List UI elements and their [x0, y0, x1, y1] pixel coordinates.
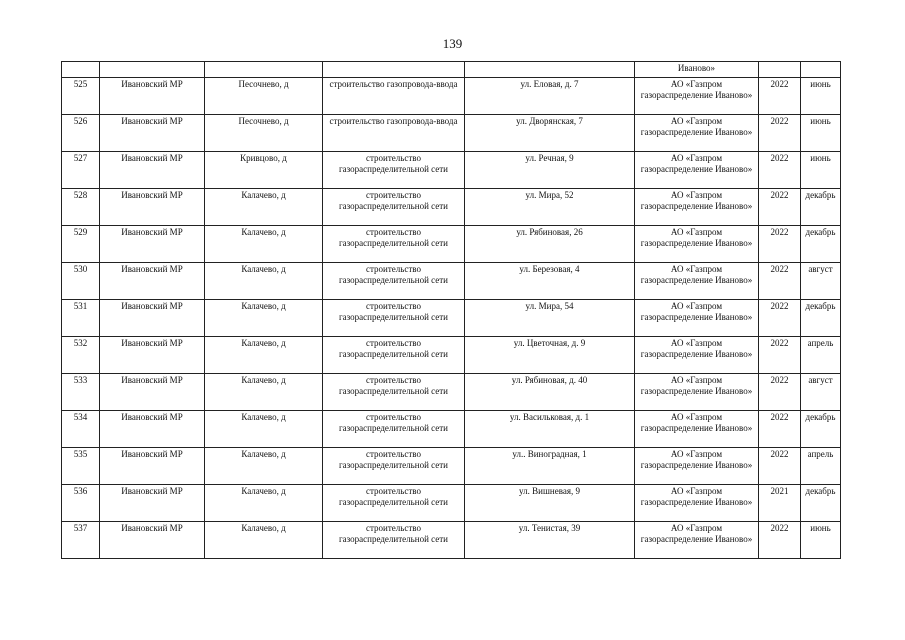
table-row [62, 115, 841, 152]
table-row [62, 485, 841, 522]
cell-settlement: Калачево, д [205, 300, 323, 337]
cell-settlement [205, 62, 323, 78]
cell-org: АО «Газпром газораспределение Иваново» [635, 337, 759, 374]
cell-num: 534 [62, 411, 100, 448]
cell-org: АО «Газпром газораспределение Иваново» [635, 448, 759, 485]
cell-org: АО «Газпром газораспределение Иваново» [635, 263, 759, 300]
cell-address: ул. Еловая, д. 7 [465, 78, 635, 115]
cell-work [323, 62, 465, 78]
cell-work: строительство газораспределительной сети [323, 300, 465, 337]
cell-work: строительство газораспределительной сети [323, 448, 465, 485]
cell-settlement: Калачево, д [205, 448, 323, 485]
table-row [62, 152, 841, 189]
cell-address: ул.. Виноградная, 1 [465, 448, 635, 485]
cell-num: 537 [62, 522, 100, 559]
cell-year [759, 62, 801, 78]
cell-settlement: Песочнево, д [205, 78, 323, 115]
table-row [62, 337, 841, 374]
cell-year: 2022 [759, 411, 801, 448]
cell-year: 2022 [759, 78, 801, 115]
cell-work: строительство газораспределительной сети [323, 411, 465, 448]
cell-address: ул. Тенистая, 39 [465, 522, 635, 559]
cell-org: АО «Газпром газораспределение Иваново» [635, 226, 759, 263]
cell-settlement: Калачево, д [205, 189, 323, 226]
cell-address: ул. Рябиновая, 26 [465, 226, 635, 263]
cell-work: строительство газораспределительной сети [323, 485, 465, 522]
cell-address: ул. Цветочная, д. 9 [465, 337, 635, 374]
cell-num: 527 [62, 152, 100, 189]
cell-district: Ивановский МР [100, 263, 205, 300]
cell-year: 2022 [759, 300, 801, 337]
table-row [62, 300, 841, 337]
cell-org: АО «Газпром газораспределение Иваново» [635, 522, 759, 559]
cell-year: 2022 [759, 152, 801, 189]
cell-month: декабрь [801, 300, 841, 337]
cell-num: 532 [62, 337, 100, 374]
cell-settlement: Песочнево, д [205, 115, 323, 152]
cell-month: июнь [801, 152, 841, 189]
cell-district: Ивановский МР [100, 485, 205, 522]
cell-settlement: Калачево, д [205, 485, 323, 522]
cell-month: август [801, 374, 841, 411]
cell-num: 530 [62, 263, 100, 300]
cell-year: 2022 [759, 374, 801, 411]
cell-month: декабрь [801, 226, 841, 263]
cell-org: АО «Газпром газораспределение Иваново» [635, 152, 759, 189]
cell-address: ул. Вишневая, 9 [465, 485, 635, 522]
cell-year: 2022 [759, 522, 801, 559]
cell-org: АО «Газпром газораспределение Иваново» [635, 374, 759, 411]
cell-num [62, 62, 100, 78]
table-row [62, 189, 841, 226]
cell-month [801, 62, 841, 78]
table-row [62, 374, 841, 411]
table-row [62, 411, 841, 448]
cell-work: строительство газораспределительной сети [323, 226, 465, 263]
cell-num: 528 [62, 189, 100, 226]
cell-org: Иваново» [635, 62, 759, 78]
cell-num: 536 [62, 485, 100, 522]
cell-district: Ивановский МР [100, 78, 205, 115]
table-row [62, 522, 841, 559]
cell-org: АО «Газпром газораспределение Иваново» [635, 300, 759, 337]
cell-district: Ивановский МР [100, 448, 205, 485]
cell-work: строительство газопровода-ввода [323, 115, 465, 152]
cell-month: апрель [801, 337, 841, 374]
cell-settlement: Калачево, д [205, 337, 323, 374]
cell-district: Ивановский МР [100, 522, 205, 559]
cell-org: АО «Газпром газораспределение Иваново» [635, 189, 759, 226]
cell-month: апрель [801, 448, 841, 485]
page-number: 139 [442, 36, 463, 51]
cell-district: Ивановский МР [100, 337, 205, 374]
cell-month: декабрь [801, 411, 841, 448]
cell-work: строительство газораспределительной сети [323, 522, 465, 559]
cell-address: ул. Рябиновая, д. 40 [465, 374, 635, 411]
cell-org: АО «Газпром газораспределение Иваново» [635, 115, 759, 152]
cell-settlement: Калачево, д [205, 522, 323, 559]
cell-work: строительство газораспределительной сети [323, 152, 465, 189]
cell-year: 2022 [759, 189, 801, 226]
cell-num: 531 [62, 300, 100, 337]
cell-address: ул. Речная, 9 [465, 152, 635, 189]
cell-work: строительство газораспределительной сети [323, 337, 465, 374]
table-row [62, 263, 841, 300]
cell-district: Ивановский МР [100, 300, 205, 337]
cell-org: АО «Газпром газораспределение Иваново» [635, 485, 759, 522]
cell-work: строительство газораспределительной сети [323, 263, 465, 300]
cell-org: АО «Газпром газораспределение Иваново» [635, 78, 759, 115]
table-row [62, 448, 841, 485]
cell-district: Ивановский МР [100, 115, 205, 152]
cell-district: Ивановский МР [100, 226, 205, 263]
cell-district [100, 62, 205, 78]
cell-address: ул. Дворянская, 7 [465, 115, 635, 152]
cell-work: строительство газопровода-ввода [323, 78, 465, 115]
cell-month: июнь [801, 78, 841, 115]
cell-month: август [801, 263, 841, 300]
cell-num: 535 [62, 448, 100, 485]
cell-year: 2021 [759, 485, 801, 522]
cell-year: 2022 [759, 226, 801, 263]
table-row [62, 226, 841, 263]
cell-address [465, 62, 635, 78]
cell-year: 2022 [759, 448, 801, 485]
cell-num: 533 [62, 374, 100, 411]
cell-month: июнь [801, 522, 841, 559]
cell-settlement: Калачево, д [205, 263, 323, 300]
cell-district: Ивановский МР [100, 374, 205, 411]
cell-year: 2022 [759, 337, 801, 374]
table-body [62, 62, 841, 559]
cell-month: декабрь [801, 189, 841, 226]
cell-settlement: Кривцово, д [205, 152, 323, 189]
cell-month: июнь [801, 115, 841, 152]
cell-address: ул. Мира, 52 [465, 189, 635, 226]
cell-district: Ивановский МР [100, 189, 205, 226]
cell-work: строительство газораспределительной сети [323, 189, 465, 226]
cell-num: 526 [62, 115, 100, 152]
cell-address: ул. Мира, 54 [465, 300, 635, 337]
cell-year: 2022 [759, 115, 801, 152]
cell-settlement: Калачево, д [205, 411, 323, 448]
cell-district: Ивановский МР [100, 152, 205, 189]
gasification-table [61, 61, 841, 559]
cell-num: 525 [62, 78, 100, 115]
cell-settlement: Калачево, д [205, 226, 323, 263]
cell-address: ул. Васильковая, д. 1 [465, 411, 635, 448]
table-row [62, 78, 841, 115]
cell-month: декабрь [801, 485, 841, 522]
cell-work: строительство газораспределительной сети [323, 374, 465, 411]
cell-num: 529 [62, 226, 100, 263]
cell-settlement: Калачево, д [205, 374, 323, 411]
cell-address: ул. Березовая, 4 [465, 263, 635, 300]
continuation-row [62, 62, 841, 78]
cell-district: Ивановский МР [100, 411, 205, 448]
cell-org: АО «Газпром газораспределение Иваново» [635, 411, 759, 448]
cell-year: 2022 [759, 263, 801, 300]
